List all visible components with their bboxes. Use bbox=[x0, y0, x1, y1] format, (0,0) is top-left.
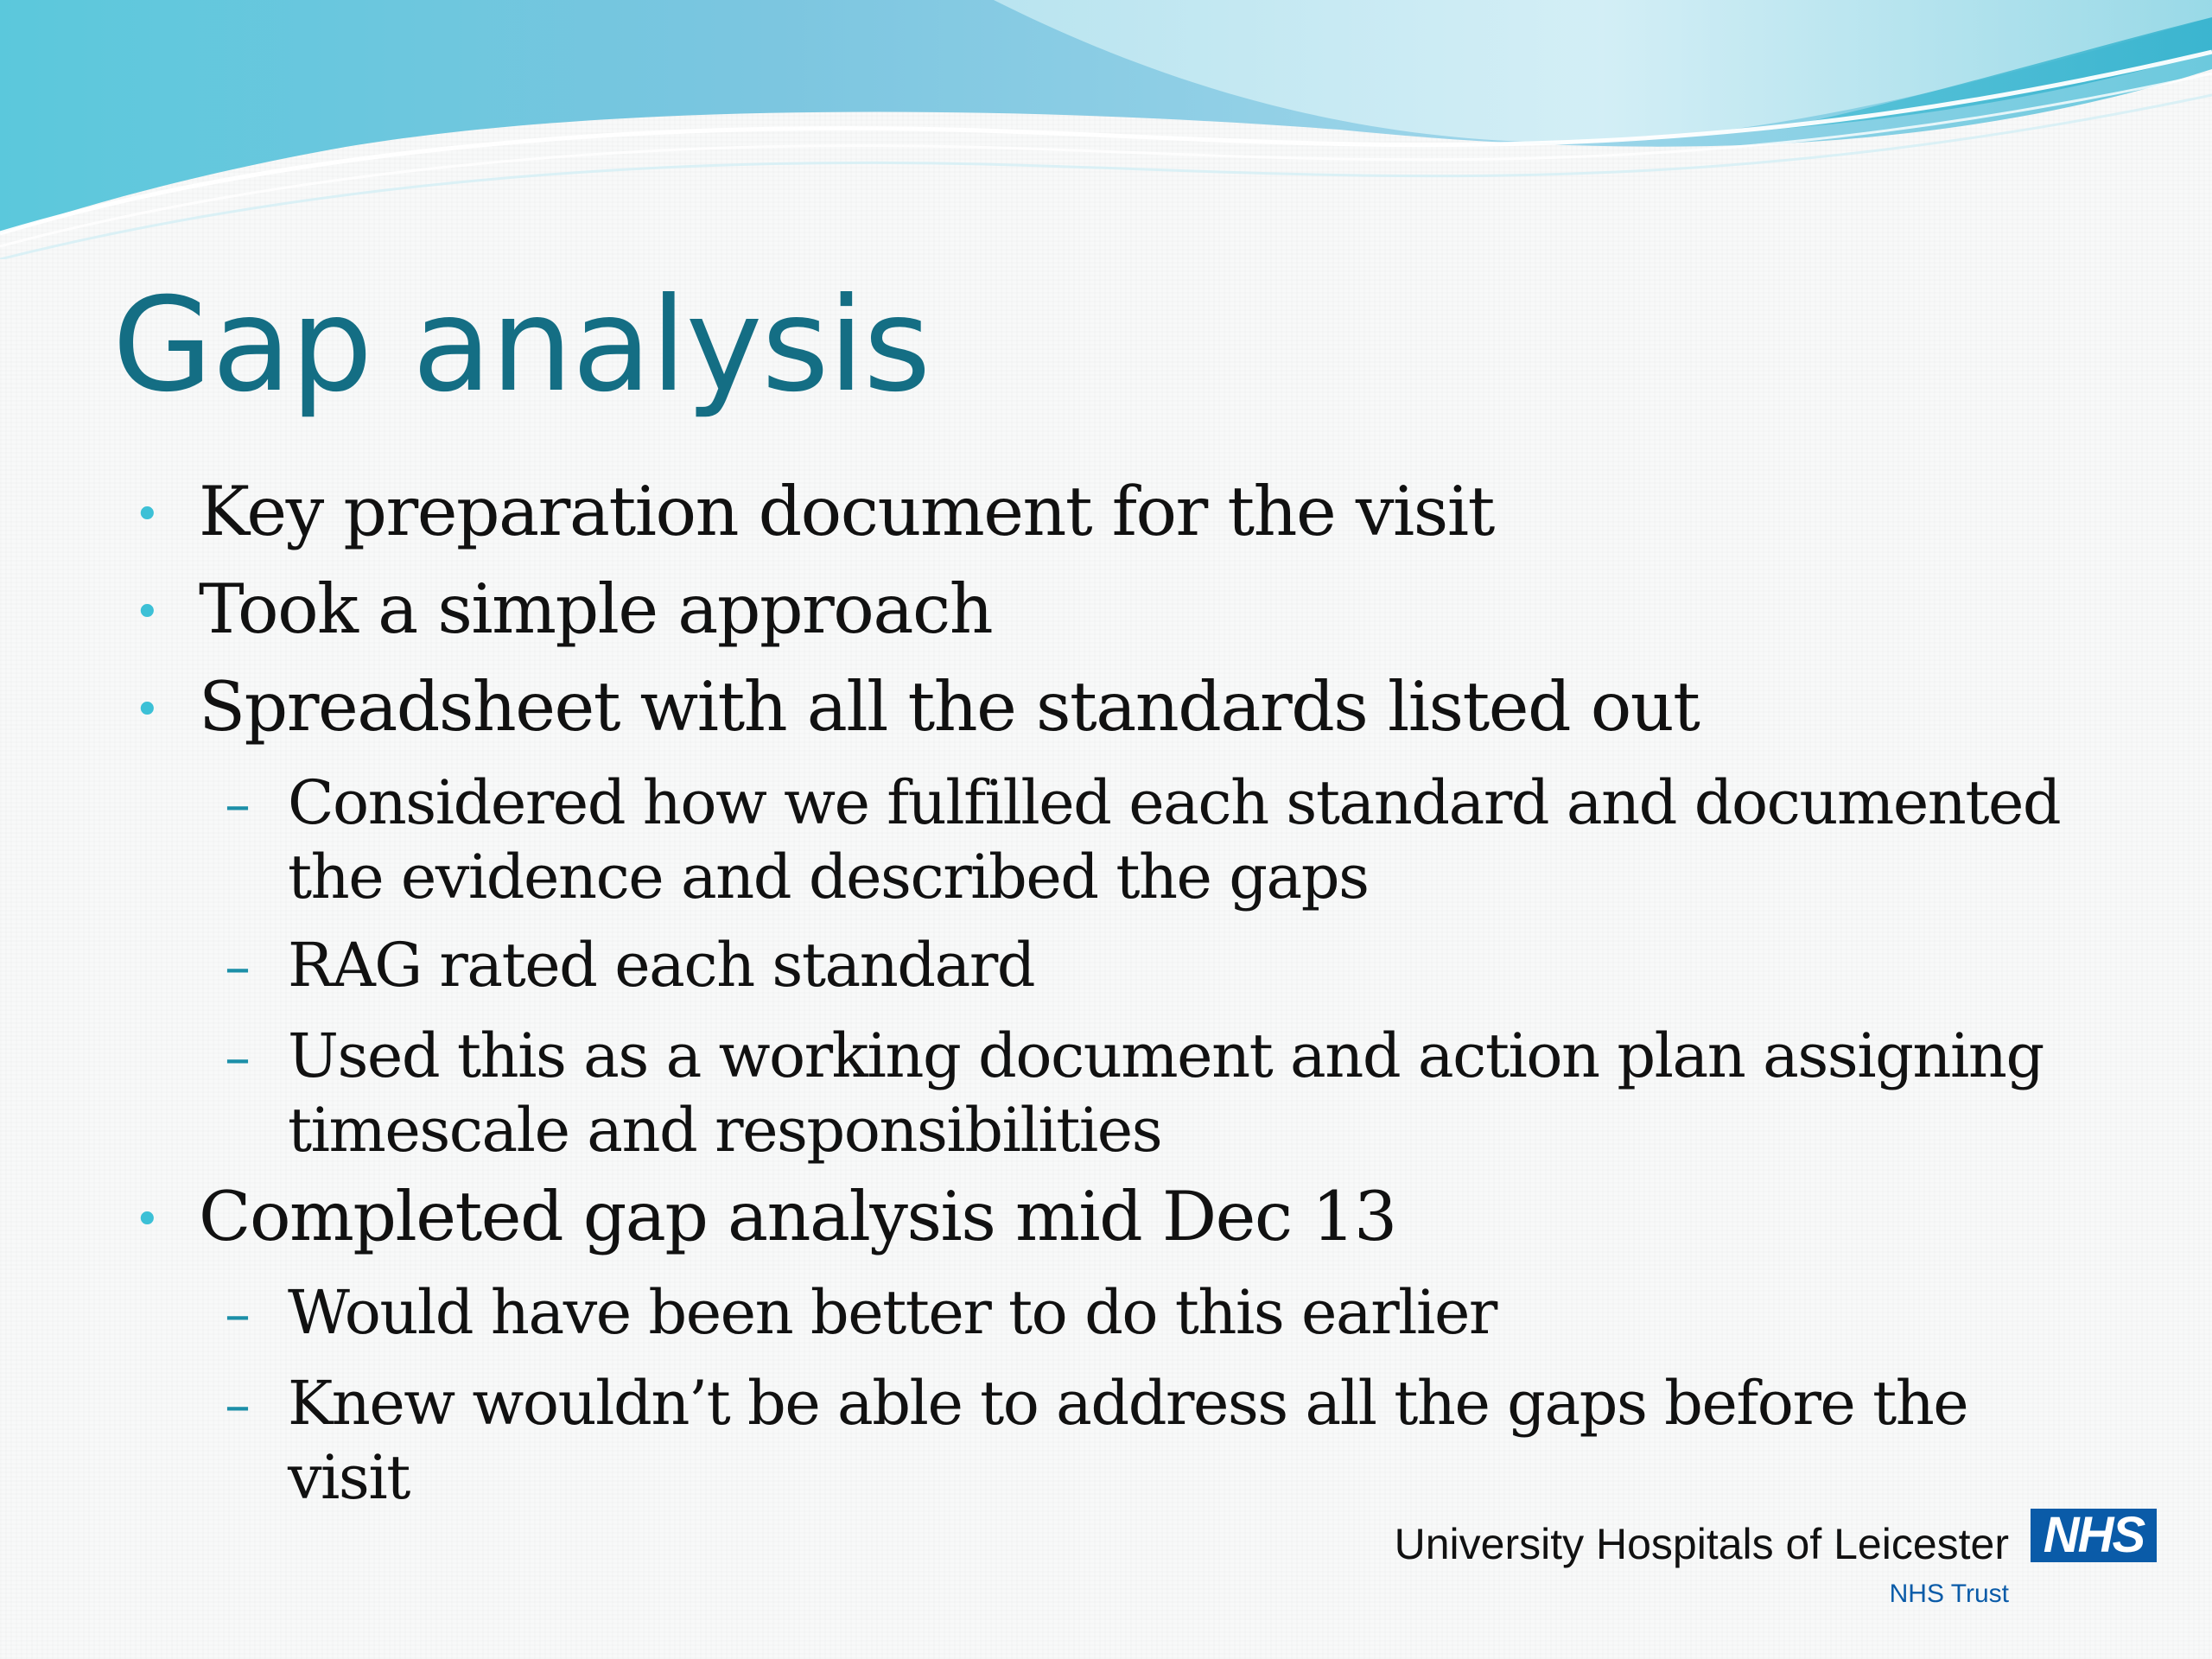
sub-bullet-text: Would have been better to do this earlier bbox=[288, 1277, 1497, 1348]
logo-organisation-name: University Hospitals of Leicester bbox=[1394, 1520, 2009, 1568]
nhs-badge-icon: NHS bbox=[2031, 1509, 2157, 1562]
bullet-marker: • bbox=[134, 684, 161, 736]
bullet-text: Completed gap analysis mid Dec 13 bbox=[199, 1177, 1396, 1256]
logo-trust-label: NHS Trust bbox=[1889, 1580, 2009, 1608]
sub-bullet-marker: – bbox=[225, 1285, 251, 1345]
bullet-text: Key preparation document for the visit bbox=[199, 472, 1494, 551]
sub-bullet-text: Knew wouldn’t be able to address all the gaps before the visit bbox=[288, 1368, 1968, 1513]
sub-bullet-marker: – bbox=[225, 1376, 251, 1436]
sub-bullet-marker: – bbox=[225, 775, 251, 836]
bullet-marker: • bbox=[134, 1194, 161, 1246]
nhs-trust-logo bbox=[1394, 1503, 2160, 1608]
bullet-text: Spreadsheet with all the standards listed out bbox=[199, 667, 1700, 747]
bullet-text: Took a simple approach bbox=[199, 569, 993, 649]
sub-bullet-text: RAG rated each standard bbox=[288, 930, 1035, 1001]
sub-bullet-text: Considered how we fulfilled each standard and documented the evidence and described the gaps bbox=[288, 767, 2061, 912]
slide-title: Gap analysis bbox=[112, 270, 931, 421]
sub-bullet-text: Used this as a working document and action plan assigning timescale and responsibilities bbox=[288, 1020, 2044, 1166]
sub-bullet-marker: – bbox=[225, 1028, 251, 1089]
sub-bullet-marker: – bbox=[225, 938, 251, 998]
bullet-marker: • bbox=[134, 489, 161, 541]
bullet-marker: • bbox=[134, 587, 161, 639]
